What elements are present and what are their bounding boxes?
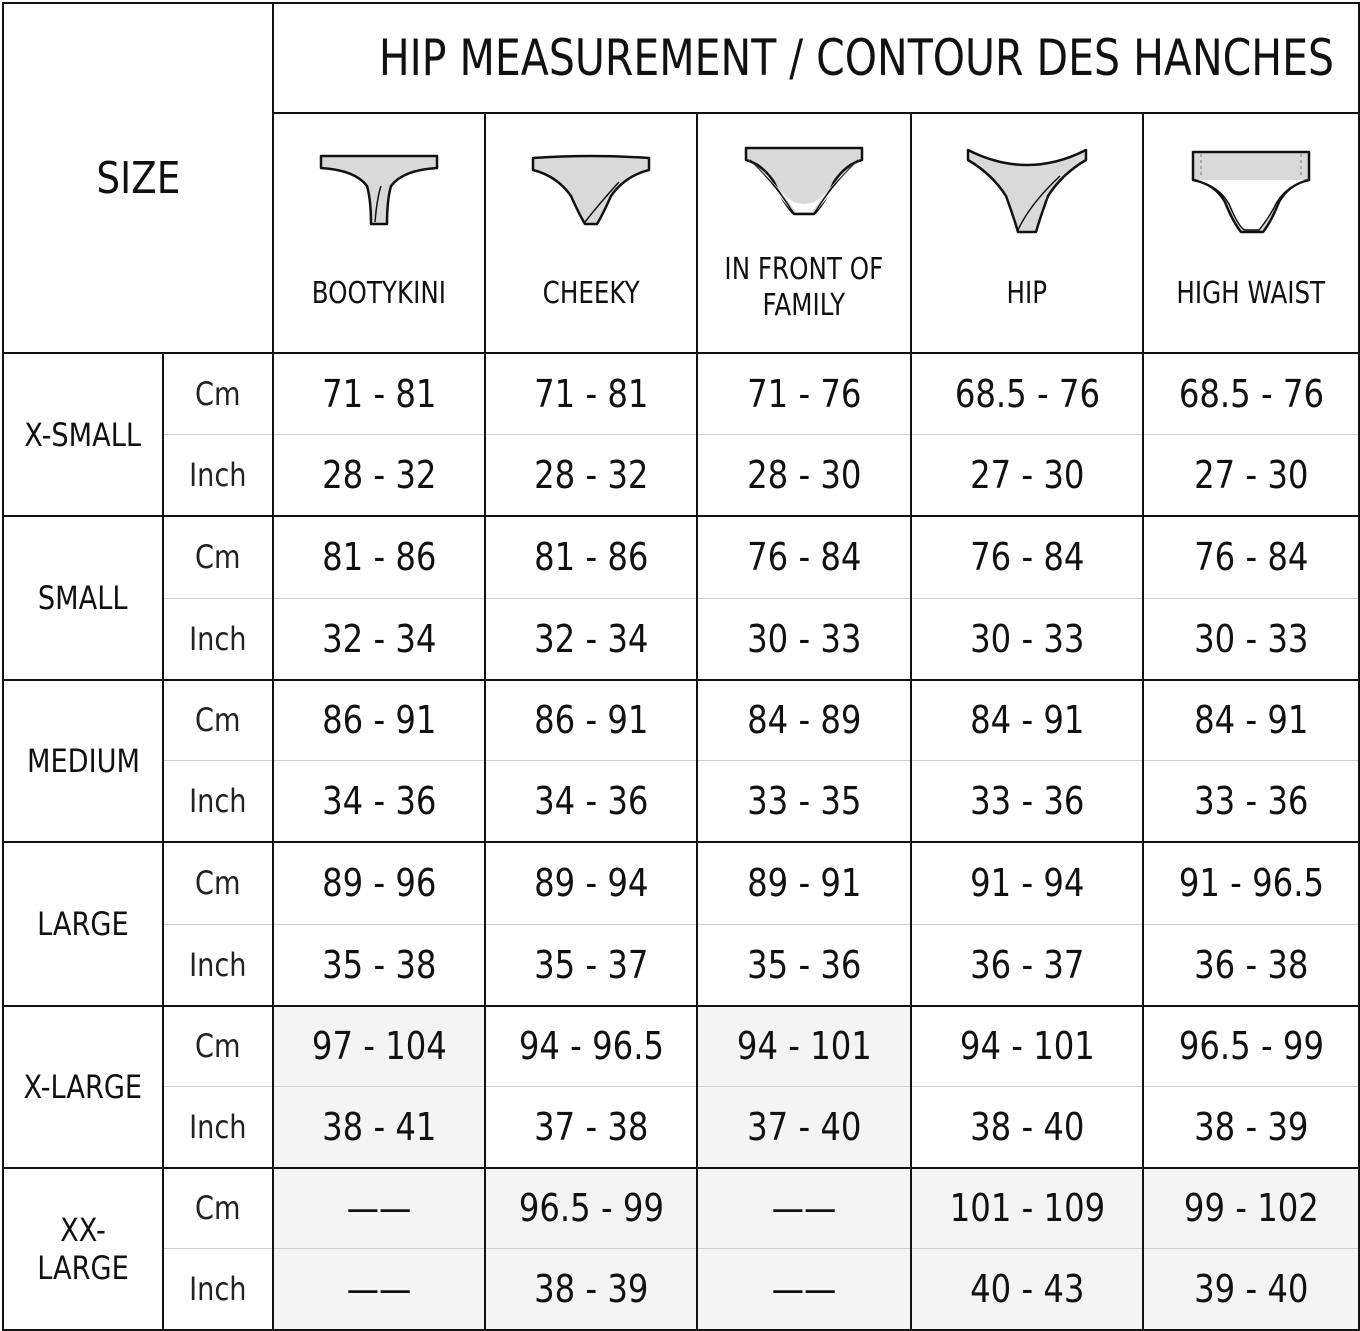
measurement-cell — [911, 760, 1143, 842]
measurement-cell — [273, 516, 485, 598]
measurement-value: 76 - 84 — [969, 535, 1085, 580]
style-label: BOOTYKINI — [311, 276, 447, 311]
measurement-value: 38 - 39 — [1193, 1104, 1309, 1149]
measurement-cell — [1143, 842, 1359, 924]
measurement-value: 101 - 109 — [949, 1186, 1105, 1231]
measurement-cell — [1143, 924, 1359, 1006]
measurement-cell — [485, 680, 697, 760]
measurement-value: 97 - 104 — [311, 1024, 447, 1069]
bootykini-bottom-icon — [317, 152, 441, 232]
measurement-value: 38 - 39 — [533, 1266, 649, 1311]
measurement-value: 37 - 40 — [746, 1104, 862, 1149]
measurement-cell — [273, 353, 485, 434]
size-name-cell — [3, 680, 163, 842]
measurement-cell — [697, 353, 911, 434]
measurement-value: 35 - 36 — [746, 942, 862, 987]
measurement-value: 30 - 33 — [969, 616, 1085, 661]
table-row — [3, 842, 1359, 924]
measurement-cell — [697, 1168, 911, 1248]
measurement-cell — [911, 680, 1143, 760]
measurement-value: 30 - 33 — [1193, 616, 1309, 661]
measurement-cell — [273, 598, 485, 680]
measurement-value: 33 - 36 — [1193, 778, 1309, 823]
measurement-cell — [911, 1248, 1143, 1330]
measurement-value: 94 - 101 — [736, 1024, 872, 1069]
style-hip — [911, 113, 1143, 353]
measurement-cell — [697, 1006, 911, 1086]
size-name-cell — [3, 516, 163, 680]
size-name: XX-LARGE — [37, 1211, 129, 1287]
measurement-cell — [485, 842, 697, 924]
measurement-value: 27 - 30 — [969, 452, 1085, 497]
measurement-cell — [911, 598, 1143, 680]
unit-cell — [163, 516, 273, 598]
size-name: LARGE — [37, 905, 129, 943]
unit-cell — [163, 598, 273, 680]
measurement-value: 39 - 40 — [1193, 1266, 1309, 1311]
cheeky-bottom-icon — [529, 152, 653, 232]
measurement-value: 84 - 89 — [746, 698, 862, 743]
high-waist-bottom-icon — [1189, 148, 1313, 240]
measurement-value: 84 - 91 — [1193, 698, 1309, 743]
unit-cell — [163, 1248, 273, 1330]
measurement-cell — [485, 598, 697, 680]
unit-label: Inch — [189, 455, 247, 494]
table-row — [3, 760, 1359, 842]
measurement-cell — [1143, 1086, 1359, 1168]
style-label: CHEEKY — [542, 276, 640, 311]
measurement-value: 68.5 - 76 — [1178, 371, 1324, 416]
unit-label: Inch — [189, 781, 247, 820]
size-header-cell — [3, 3, 273, 353]
measurement-cell — [697, 598, 911, 680]
measurement-value: 68.5 - 76 — [954, 371, 1100, 416]
measurement-cell — [697, 760, 911, 842]
measurement-cell — [485, 1248, 697, 1330]
measurement-cell — [911, 1006, 1143, 1086]
table-row — [3, 1006, 1359, 1086]
unit-cell — [163, 434, 273, 516]
measurement-value: 28 - 30 — [746, 452, 862, 497]
measurement-value: 84 - 91 — [969, 698, 1085, 743]
measurement-value: 89 - 94 — [533, 861, 649, 906]
measurement-value: 89 - 91 — [746, 861, 862, 906]
measurement-value: 37 - 38 — [533, 1104, 649, 1149]
unit-label: Inch — [189, 1269, 247, 1308]
size-name-cell — [3, 353, 163, 516]
size-name-cell — [3, 842, 163, 1006]
measurement-value: —— — [346, 1186, 412, 1231]
measurement-cell — [911, 516, 1143, 598]
measurement-value: 32 - 34 — [321, 616, 437, 661]
measurement-value: 28 - 32 — [321, 452, 437, 497]
measurement-cell — [1143, 680, 1359, 760]
chart-title: HIP MEASUREMENT / CONTOUR DES HANCHES — [378, 29, 1335, 87]
measurement-cell — [485, 353, 697, 434]
style-label: HIGH WAIST — [1176, 276, 1326, 311]
measurement-cell — [697, 434, 911, 516]
measurement-value: 96.5 - 99 — [1178, 1024, 1324, 1069]
measurement-value: 81 - 86 — [321, 535, 437, 580]
measurement-cell — [911, 924, 1143, 1006]
measurement-cell — [697, 842, 911, 924]
unit-label: Cm — [195, 1189, 241, 1228]
unit-label: Cm — [195, 864, 241, 903]
measurement-cell — [697, 924, 911, 1006]
measurement-cell — [911, 434, 1143, 516]
table-row — [3, 924, 1359, 1006]
measurement-value: 35 - 37 — [533, 942, 649, 987]
table-row — [3, 598, 1359, 680]
unit-cell — [163, 1168, 273, 1248]
table-row — [3, 1086, 1359, 1168]
style-high-waist — [1143, 113, 1359, 353]
measurement-value: 40 - 43 — [969, 1266, 1085, 1311]
style-cheeky — [485, 113, 697, 353]
style-in-front-of-family — [697, 113, 911, 353]
measurement-value: 38 - 41 — [321, 1104, 437, 1149]
measurement-cell — [697, 516, 911, 598]
measurement-cell — [1143, 1168, 1359, 1248]
unit-cell — [163, 680, 273, 760]
table-row — [3, 1168, 1359, 1248]
measurement-cell — [273, 1006, 485, 1086]
measurement-cell — [273, 924, 485, 1006]
table-row — [3, 1248, 1359, 1330]
style-label: HIP — [1006, 276, 1048, 311]
measurement-value: 89 - 96 — [321, 861, 437, 906]
measurement-cell — [1143, 434, 1359, 516]
measurement-value: 94 - 101 — [959, 1024, 1095, 1069]
size-name: SMALL — [38, 579, 128, 617]
style-label: IN FRONT OF FAMILY — [724, 252, 884, 323]
measurement-cell — [697, 1248, 911, 1330]
table-row — [3, 680, 1359, 760]
measurement-cell — [273, 1086, 485, 1168]
title-cell — [273, 3, 1359, 113]
measurement-cell — [273, 842, 485, 924]
measurement-value: 94 - 96.5 — [518, 1024, 664, 1069]
measurement-cell — [911, 1168, 1143, 1248]
measurement-value: 91 - 94 — [969, 861, 1085, 906]
size-chart-table — [2, 2, 1360, 1331]
size-name-cell — [3, 1006, 163, 1168]
measurement-value: 36 - 37 — [969, 942, 1085, 987]
measurement-value: 30 - 33 — [746, 616, 862, 661]
measurement-value: 34 - 36 — [321, 778, 437, 823]
measurement-cell — [911, 353, 1143, 434]
measurement-value: 35 - 38 — [321, 942, 437, 987]
measurement-value: 76 - 84 — [746, 535, 862, 580]
measurement-cell — [485, 760, 697, 842]
size-name: X-SMALL — [24, 415, 142, 454]
unit-cell — [163, 760, 273, 842]
measurement-value: —— — [346, 1266, 412, 1311]
measurement-value: 38 - 40 — [969, 1104, 1085, 1149]
measurement-cell — [485, 516, 697, 598]
measurement-value: 71 - 81 — [533, 371, 649, 416]
measurement-value: 76 - 84 — [1193, 535, 1309, 580]
measurement-cell — [485, 1168, 697, 1248]
measurement-cell — [273, 680, 485, 760]
measurement-cell — [1143, 353, 1359, 434]
measurement-value: 71 - 76 — [746, 371, 862, 416]
measurement-value: 33 - 36 — [969, 778, 1085, 823]
unit-label: Inch — [189, 945, 247, 984]
unit-cell — [163, 1086, 273, 1168]
measurement-cell — [911, 1086, 1143, 1168]
measurement-cell — [1143, 516, 1359, 598]
size-name: X-LARGE — [23, 1068, 143, 1106]
table-row — [3, 434, 1359, 516]
unit-cell — [163, 1006, 273, 1086]
unit-cell — [163, 842, 273, 924]
measurement-value: 71 - 81 — [321, 371, 437, 416]
measurement-value: 91 - 96.5 — [1178, 861, 1324, 906]
measurement-cell — [697, 1086, 911, 1168]
measurement-cell — [1143, 1248, 1359, 1330]
measurement-value: 99 - 102 — [1183, 1186, 1319, 1231]
measurement-value: 28 - 32 — [533, 452, 649, 497]
measurement-cell — [273, 760, 485, 842]
measurement-value: 96.5 - 99 — [518, 1186, 664, 1231]
hip-bottom-icon — [964, 144, 1090, 240]
measurement-cell — [485, 1006, 697, 1086]
measurement-value: 32 - 34 — [533, 616, 649, 661]
size-header: SIZE — [95, 152, 181, 204]
table-row — [3, 353, 1359, 434]
unit-label: Cm — [195, 701, 241, 740]
measurement-value: 34 - 36 — [533, 778, 649, 823]
table-row — [3, 516, 1359, 598]
measurement-cell — [273, 1168, 485, 1248]
measurement-value: 33 - 35 — [746, 778, 862, 823]
measurement-value: 27 - 30 — [1193, 452, 1309, 497]
style-bootykini — [273, 113, 485, 353]
measurement-cell — [911, 842, 1143, 924]
unit-cell — [163, 353, 273, 434]
measurement-value: —— — [771, 1186, 837, 1231]
size-name-cell — [3, 1168, 163, 1330]
measurement-value: 81 - 86 — [533, 535, 649, 580]
measurement-value: 36 - 38 — [1193, 942, 1309, 987]
size-name: MEDIUM — [26, 742, 140, 780]
unit-label: Cm — [195, 374, 241, 413]
measurement-value: 86 - 91 — [321, 698, 437, 743]
measurement-cell — [697, 680, 911, 760]
measurement-cell — [485, 1086, 697, 1168]
unit-label: Inch — [189, 1107, 247, 1146]
measurement-cell — [273, 1248, 485, 1330]
measurement-cell — [1143, 598, 1359, 680]
measurement-cell — [1143, 1006, 1359, 1086]
unit-label: Cm — [195, 538, 241, 577]
unit-cell — [163, 924, 273, 1006]
measurement-cell — [1143, 760, 1359, 842]
measurement-value: —— — [771, 1266, 837, 1311]
unit-label: Cm — [195, 1027, 241, 1066]
measurement-cell — [273, 434, 485, 516]
measurement-cell — [485, 924, 697, 1006]
in-front-of-family-bottom-icon — [742, 144, 866, 224]
measurement-cell — [485, 434, 697, 516]
unit-label: Inch — [189, 619, 247, 658]
measurement-value: 86 - 91 — [533, 698, 649, 743]
